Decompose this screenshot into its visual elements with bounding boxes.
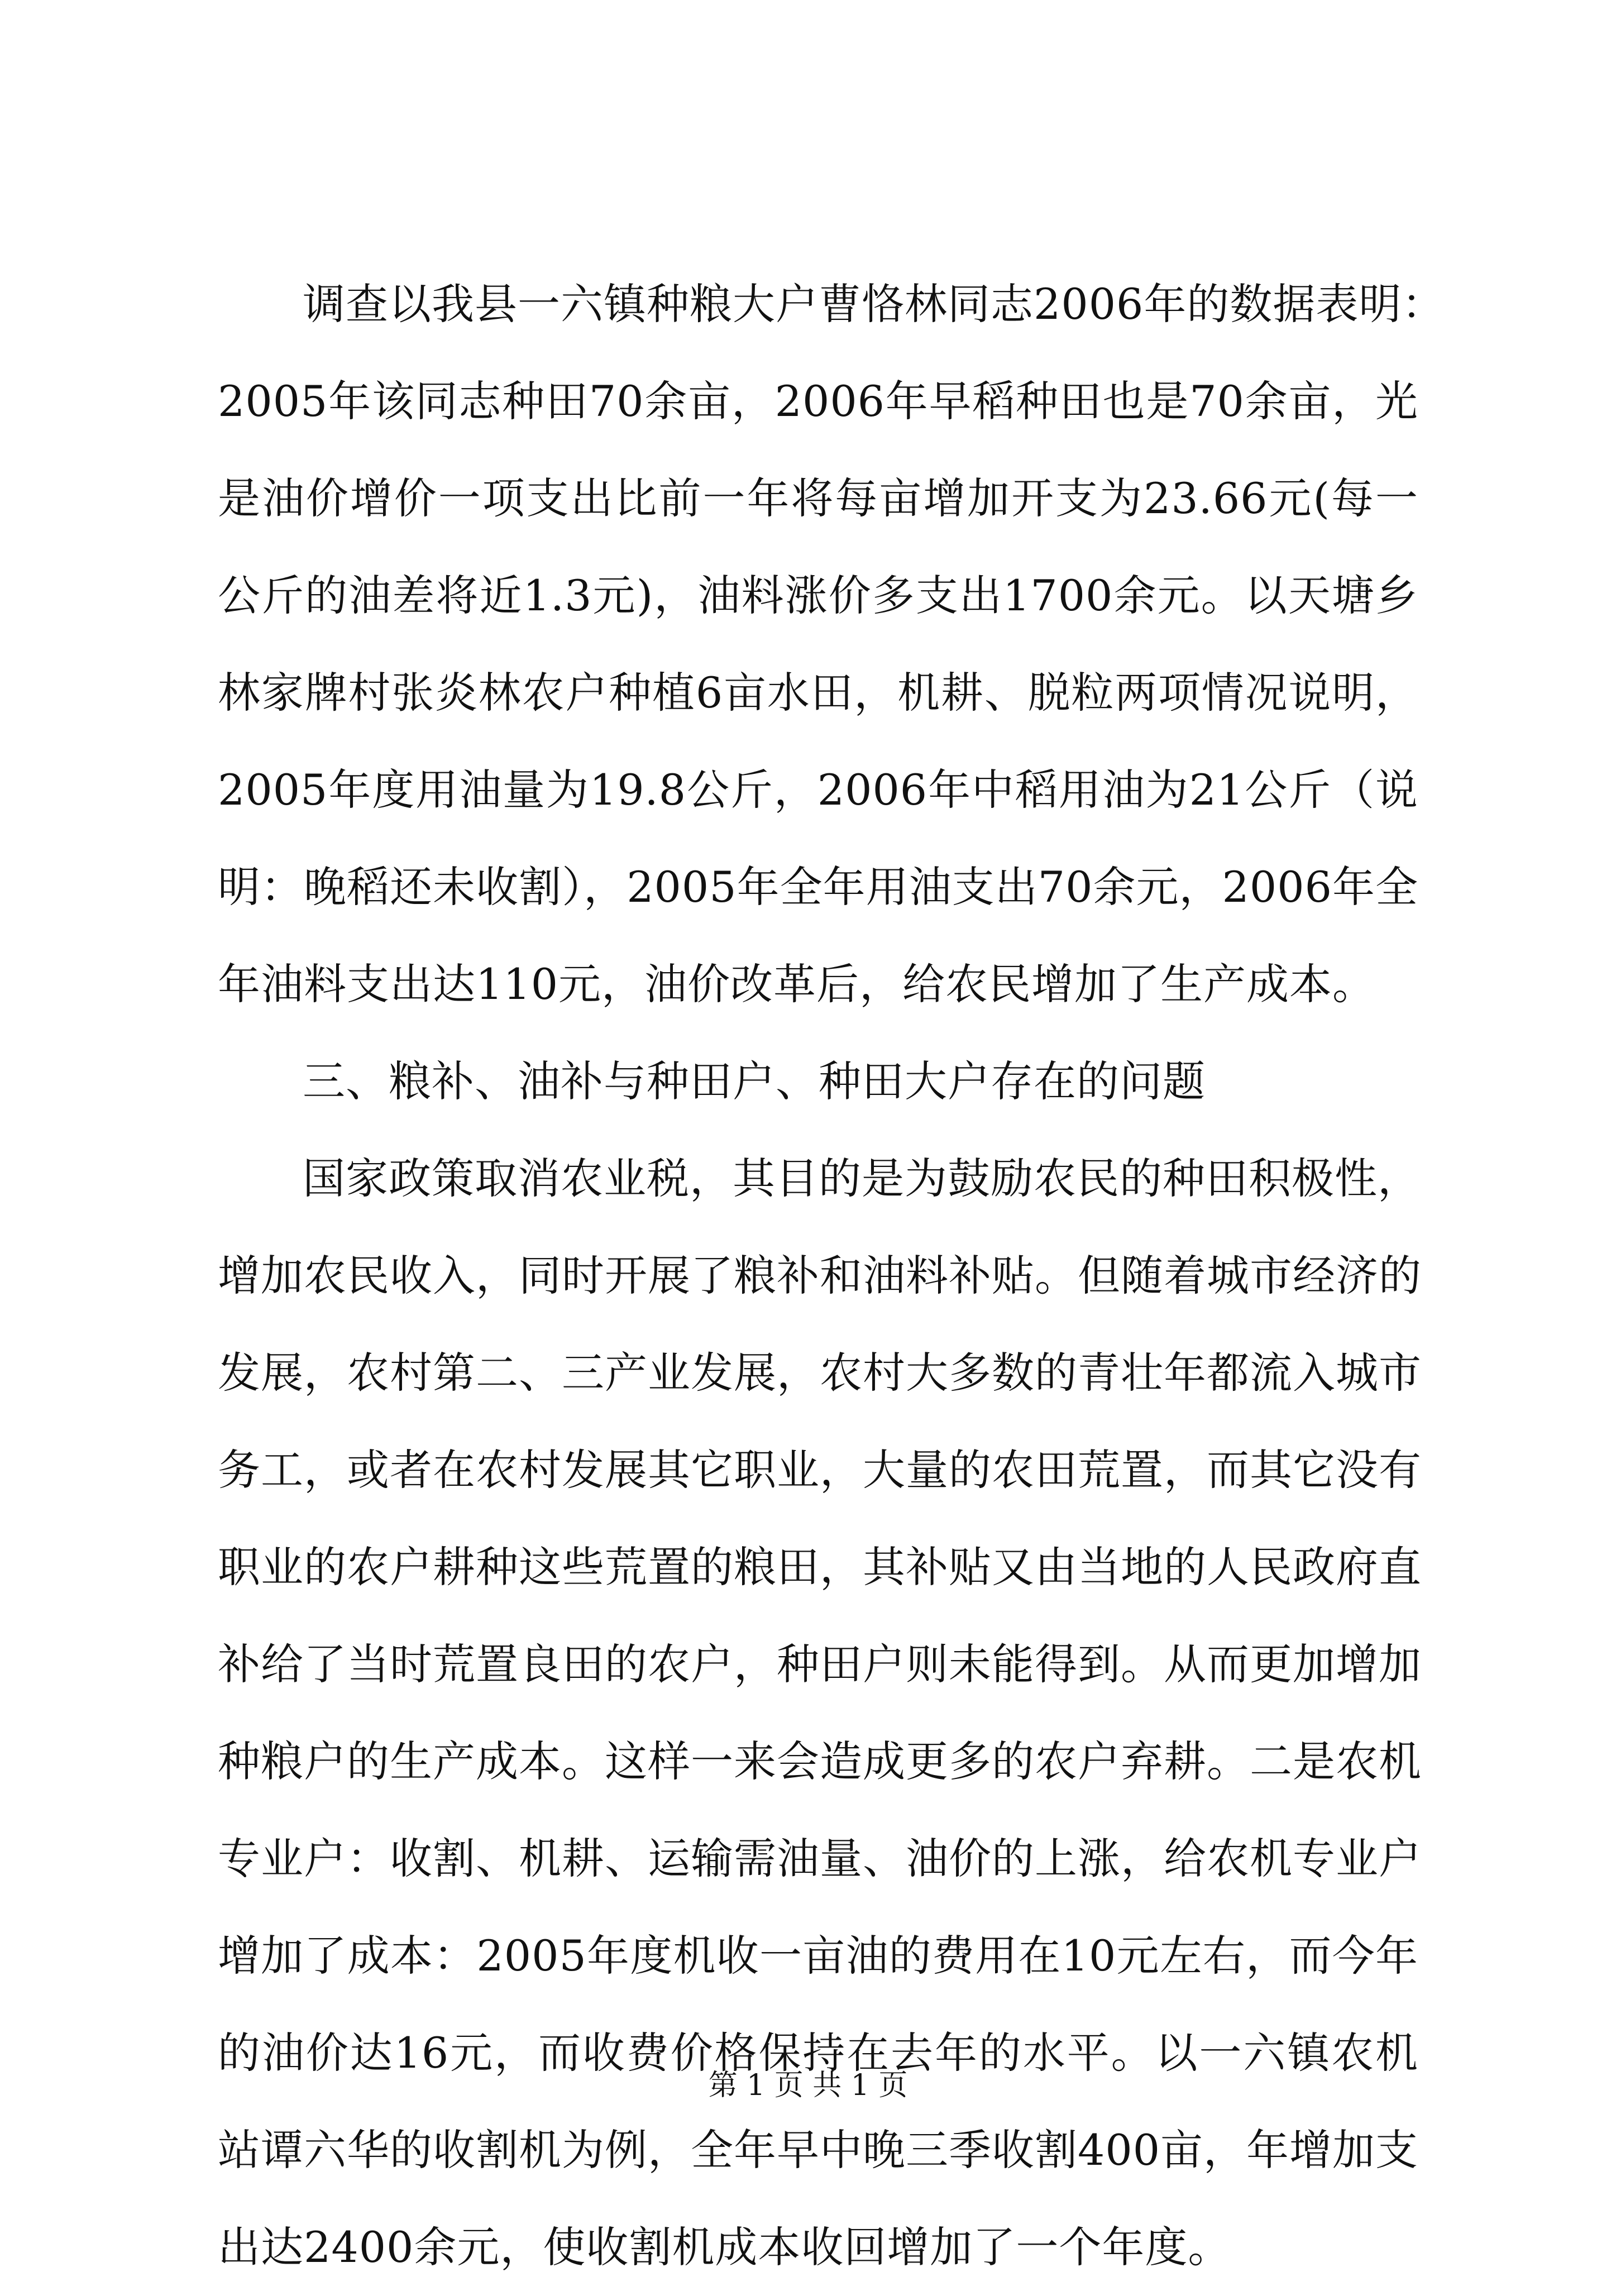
paragraph-line: 种粮户的生产成本。这样一来会造成更多的农户弃耕。二是农机 <box>218 1737 1422 1786</box>
paragraph-line: 国家政策取消农业税，其目的是为鼓励农民的种田积极性， <box>303 1154 1421 1203</box>
paragraph-line: 务工，或者在农村发展其它职业，大量的农田荒置，而其它没有 <box>218 1445 1422 1495</box>
paragraph-line: 林家牌村张炎林农户种植6亩水田，机耕、脱粒两项情况说明， <box>218 668 1418 718</box>
document-body <box>218 256 1445 2296</box>
paragraph-line: 调查以我县一六镇种粮大户曹恪林同志2006年的数据表明： <box>303 279 1445 329</box>
paragraph-line: 增加了成本：2005年度机收一亩油的费用在10元左右，而今年 <box>218 1931 1418 1981</box>
paragraph-line: 专业户：收割、机耕、运输需油量、油价的上涨，给农机专业户 <box>218 1834 1422 1883</box>
paragraph-line: 是油价增价一项支出比前一年将每亩增加开支为23.66元(每一 <box>218 473 1418 523</box>
paragraph-line: 明：晚稻还未收割），2005年全年用油支出70余元，2006年全 <box>218 862 1418 912</box>
paragraph-line: 增加农民收入，同时开展了粮补和油料补贴。但随着城市经济的 <box>218 1251 1422 1300</box>
paragraph-line: 出达2400余元，使收割机成本收回增加了一个年度。 <box>218 2222 1231 2272</box>
paragraph-line: 职业的农户耕种这些荒置的粮田，其补贴又由当地的人民政府直 <box>218 1542 1422 1592</box>
paragraph-line: 补给了当时荒置良田的农户，种田户则未能得到。从而更加增加 <box>218 1639 1422 1689</box>
page-footer <box>0 2066 1616 2105</box>
paragraph-line: 站谭六华的收割机为例，全年早中晚三季收割400亩，年增加支 <box>218 2125 1419 2175</box>
page-number: 第 1 页 共 1 页 <box>708 2069 908 2102</box>
paragraph-line: 2005年该同志种田70余亩，2006年早稻种田也是70余亩，光 <box>218 376 1418 426</box>
paragraph-line: 公斤的油差将近1.3元)，油料涨价多支出1700余元。以天塘乡 <box>218 571 1418 620</box>
paragraph-line: 发展，农村第二、三产业发展，农村大多数的青壮年都流入城市 <box>218 1348 1422 1398</box>
paragraph-line: 的油价达16元，而收费价格保持在去年的水平。以一六镇农机 <box>218 2028 1418 2078</box>
paragraph-line: 2005年度用油量为19.8公斤，2006年中稻用油为21公斤（说 <box>218 765 1418 815</box>
paragraph-line: 年油料支出达110元，油价改革后，给农民增加了生产成本。 <box>218 959 1376 1009</box>
section-heading: 三、粮补、油补与种田户、种田大户存在的问题 <box>303 1056 1206 1106</box>
